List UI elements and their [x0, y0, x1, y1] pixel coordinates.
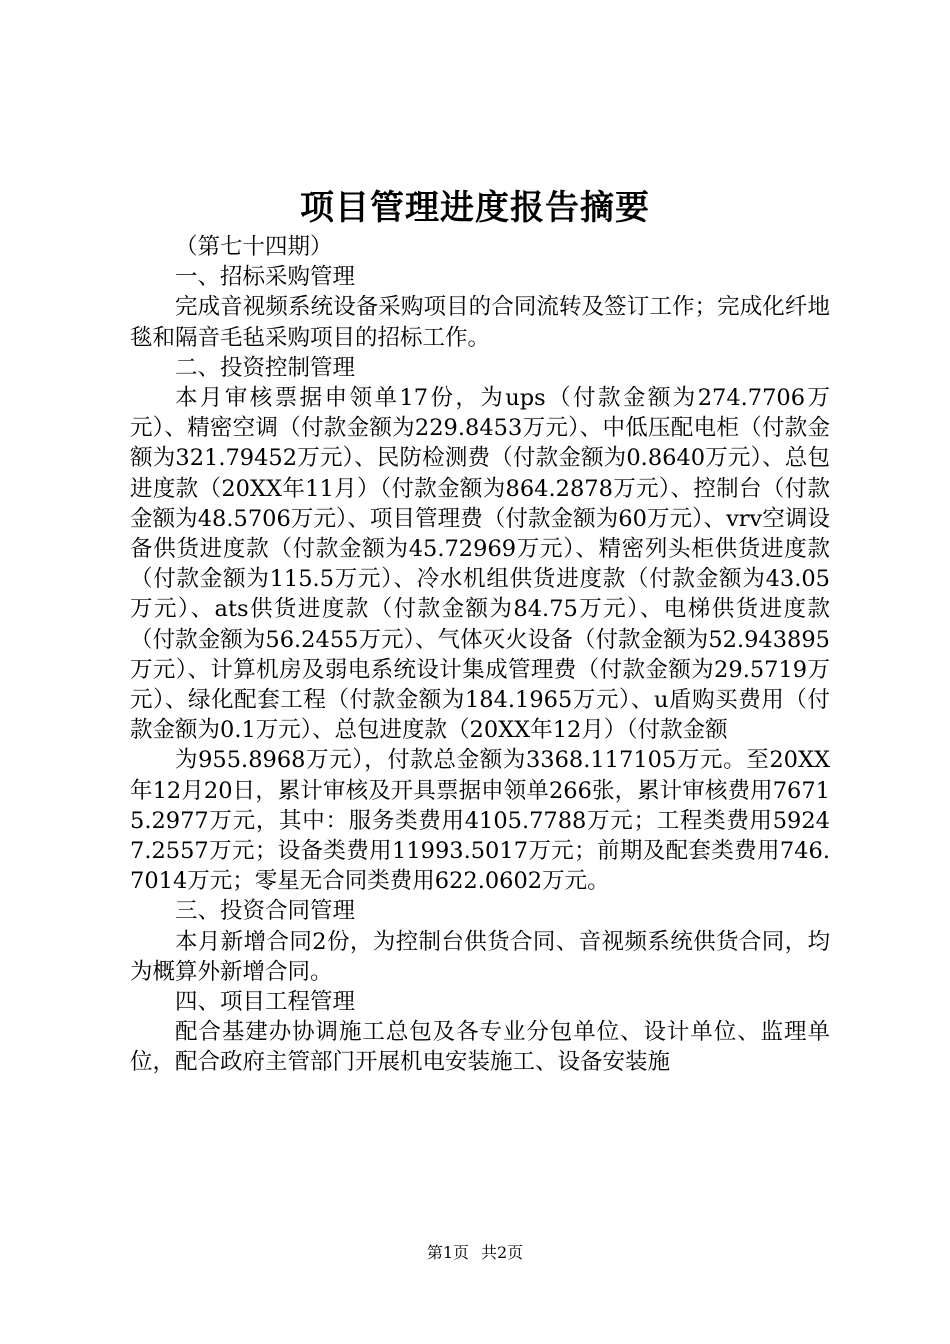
section-heading-engineering: 四、项目工程管理	[175, 989, 356, 1016]
engineering-paragraph: 配合基建办协调施工总包及各专业分包单位、设计单位、监理单位，配合政府主管部门开展机电安装施工、设备安装施	[130, 1019, 830, 1076]
investment-summary-paragraph: 为955.8968万元），付款总金额为3368.117105万元。至20XX年12月20日，累计审核及开具票据申领单266张，累计审核费用76715.2977万元，其中：服务类费用4105.7788万元；工程类费用59247.2557万元；设备类费用11993.5017万元；前期及配套类费用746.7014万元；零星无合同类费用622.0602万元。	[130, 747, 830, 895]
section-heading-contracts: 三、投资合同管理	[175, 898, 356, 925]
document-body	[130, 232, 830, 1078]
page-footer	[0, 1242, 950, 1264]
investment-control-paragraph: 本月审核票据申领单17份，为ups（付款金额为274.7706万元）、精密空调（付款金额为229.8453万元）、中低压配电柜（付款金额为321.79452万元）、民防检测费（付款金额为0.8640万元）、总包进度款（20XX年11月）（付款金额为864.2878万元）、控制台（付款金额为48.5706万元）、项目管理费（付款金额为60万元）、vrv空调设备供货进度款（付款金额为45.72969万元）、精密列头柜供货进度款（付款金额为115.5万元）、冷水机组供货进度款（付款金额为43.05万元）、ats供货进度款（付款金额为84.75万元）、电梯供货进度款（付款金额为56.2455万元）、气体灭火设备（付款金额为52.943895万元）、计算机房及弱电系统设计集成管理费（付款金额为29.5719万元）、绿化配套工程（付款金额为184.1965万元）、u盾购买费用（付款金额为0.1万元）、总包进度款（20XX年12月）（付款金额	[130, 385, 830, 744]
section-heading-investment-control: 二、投资控制管理	[175, 354, 356, 381]
issue-number: （第七十四期）	[175, 234, 333, 260]
page-number: 第1页	[426, 1243, 469, 1262]
section-heading-procurement: 一、招标采购管理	[175, 264, 356, 291]
procurement-paragraph: 完成音视频系统设备采购项目的合同流转及签订工作；完成化纤地毯和隔音毛毡采购项目的招标工作。	[130, 294, 830, 351]
document-title: 项目管理进度报告摘要	[300, 188, 650, 228]
page-total: 共2页	[481, 1243, 524, 1262]
contracts-paragraph: 本月新增合同2份，为控制台供货合同、音视频系统供货合同，均为概算外新增合同。	[130, 928, 830, 985]
